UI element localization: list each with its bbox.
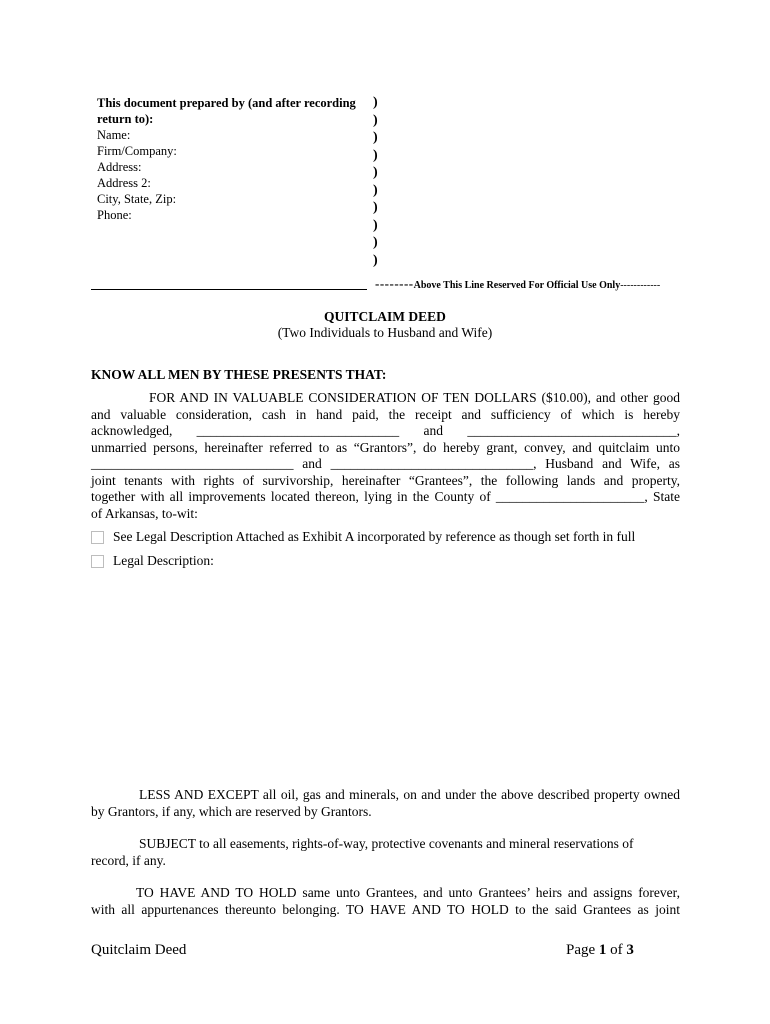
- know-all-men-heading: KNOW ALL MEN BY THESE PRESENTS THAT:: [91, 367, 387, 382]
- field-name-label: Name:: [97, 128, 131, 142]
- paragraph-line: SUBJECT to all easements, rights-of-way, protective covenants and mineral reservations of: [139, 836, 634, 851]
- exhibit-a-label: See Legal Description Attached as Exhibit A incorporated by reference as though set forth in full: [113, 529, 636, 544]
- current-page: 1: [598, 942, 607, 958]
- paragraph-line: FOR AND IN VALUABLE CONSIDERATION OF TEN DOLLARS ($10.00), and other good: [149, 390, 680, 405]
- legal-description-checkbox[interactable]: [91, 555, 104, 568]
- footer-document-name: Quitclaim Deed: [91, 942, 187, 958]
- bracket: ): [373, 165, 378, 180]
- paragraph-line: record, if any.: [91, 852, 166, 868]
- exhibit-a-option[interactable]: [91, 529, 635, 545]
- exhibit-a-checkbox[interactable]: [91, 531, 104, 544]
- paragraph-line: of Arkansas, to-wit:: [91, 505, 198, 521]
- preparer-block: [97, 95, 367, 223]
- field-phone-label: Phone:: [97, 208, 132, 222]
- paragraph-line: with all appurtenances thereunto belonging. TO HAVE AND TO HOLD to the said Grantees as joint: [91, 901, 680, 917]
- bracket: ): [373, 235, 378, 250]
- page-of: of: [606, 942, 627, 958]
- less-except-paragraph: [91, 787, 680, 820]
- page-prefix: Page: [566, 942, 599, 958]
- field-address-label: Address:: [97, 160, 142, 174]
- bracket-column: [373, 94, 378, 269]
- bracket: ): [373, 95, 378, 110]
- legal-description-label: Legal Description:: [113, 553, 214, 568]
- paragraph-line: LESS AND EXCEPT all oil, gas and minerals, on and under the above described property owned: [139, 787, 680, 802]
- bracket: ): [373, 217, 378, 233]
- paragraph-line: TO HAVE AND TO HOLD same unto Grantees, and unto Grantees’ heirs and assigns forever,: [136, 885, 680, 900]
- bracket: ): [373, 252, 378, 268]
- paragraph-line: joint tenants with rights of survivorship, hereinafter “Grantees”, the following lands and property,: [91, 472, 680, 488]
- paragraph-line: unmarried persons, hereinafter referred to as “Grantors”, do hereby grant, convey, and quitclaim unto: [91, 439, 680, 455]
- paragraph-line: acknowledged, ______________________________ and _______________________________,: [91, 423, 680, 438]
- bracket: ): [373, 147, 378, 163]
- preparer-heading: This document prepared by (and after recording return to):: [97, 96, 356, 126]
- bracket: ): [373, 112, 378, 128]
- footer-page-number: [566, 942, 634, 959]
- official-use-text: Above This Line Reserved For Official Use Only: [413, 280, 621, 291]
- paragraph-line: ______________________________ and ______________________________, Husband and Wife, as: [91, 456, 680, 471]
- consideration-paragraph: [91, 390, 680, 522]
- paragraph-line: together with all improvements located thereon, lying in the County of ______________________, State: [91, 489, 680, 504]
- field-city-state-zip-label: City, State, Zip:: [97, 192, 177, 206]
- bracket: ): [373, 130, 378, 145]
- recording-divider-line: [91, 289, 367, 290]
- paragraph-line: and valuable consideration, cash in hand paid, the receipt and sufficiency of which is hereby: [91, 406, 680, 422]
- bracket: ): [373, 182, 378, 198]
- total-pages: 3: [626, 942, 634, 958]
- document-subtitle: (Two Individuals to Husband and Wife): [277, 325, 493, 340]
- field-address2-label: Address 2:: [97, 176, 151, 190]
- official-use-tail: ------------: [620, 280, 661, 291]
- habendum-paragraph: [91, 885, 680, 918]
- official-use-dashes: --------: [375, 276, 414, 291]
- document-title: QUITCLAIM DEED: [324, 309, 446, 324]
- subject-to-paragraph: [91, 836, 680, 869]
- field-firm-label: Firm/Company:: [97, 144, 177, 158]
- bracket: ): [373, 200, 378, 215]
- legal-description-option[interactable]: [91, 553, 214, 569]
- paragraph-line: by Grantors, if any, which are reserved by Grantors.: [91, 803, 372, 819]
- official-use-notice: [375, 276, 660, 292]
